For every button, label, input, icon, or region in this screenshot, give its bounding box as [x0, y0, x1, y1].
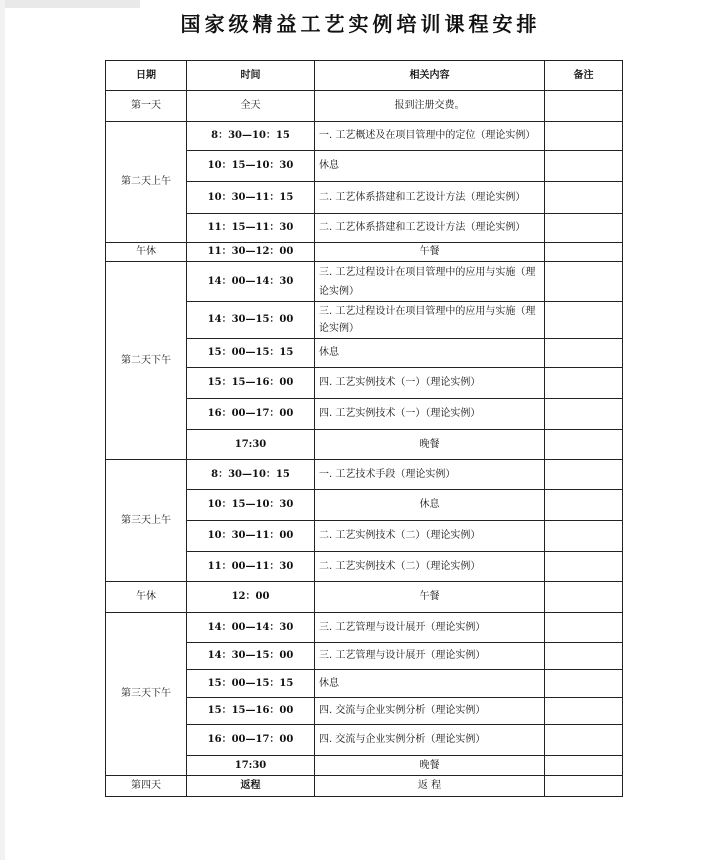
notes-cell: [545, 613, 623, 643]
notes-cell: [545, 643, 623, 670]
notes-cell: [545, 430, 623, 460]
time-cell: 14：00—14：30: [187, 262, 315, 302]
notes-cell: [545, 151, 623, 182]
notes-cell: [545, 243, 623, 262]
content-cell: 休息: [315, 670, 545, 698]
notes-cell: [545, 302, 623, 339]
table-row: [106, 613, 623, 643]
notes-cell: [545, 91, 623, 122]
notes-cell: [545, 339, 623, 368]
time-cell: 10：15—10：30: [187, 151, 315, 182]
header-notes: 备注: [545, 61, 623, 91]
notes-cell: [545, 460, 623, 490]
date-cell: 午休: [106, 582, 187, 613]
notes-cell: [545, 521, 623, 552]
header-time: 时间: [187, 61, 315, 91]
notes-cell: [545, 725, 623, 756]
time-cell: 15：15—16：00: [187, 698, 315, 725]
notes-cell: [545, 776, 623, 797]
time-cell: 12：00: [187, 582, 315, 613]
time-cell: 14：30—15：00: [187, 302, 315, 339]
notes-cell: [545, 182, 623, 214]
time-cell: 14：00—14：30: [187, 613, 315, 643]
table-row: [106, 243, 623, 262]
notes-cell: [545, 670, 623, 698]
content-cell: 三. 工艺过程设计在项目管理中的应用与实施（理论实例）: [315, 262, 545, 302]
content-cell: 三. 工艺管理与设计展开（理论实例）: [315, 643, 545, 670]
notes-cell: [545, 490, 623, 521]
time-cell: 10：15—10：30: [187, 490, 315, 521]
time-cell: 8：30—10：15: [187, 122, 315, 151]
content-cell: 返 程: [315, 776, 545, 797]
notes-cell: [545, 756, 623, 776]
notes-cell: [545, 368, 623, 399]
table-row: [106, 776, 623, 797]
content-cell: 四. 工艺实例技术（一）（理论实例）: [315, 368, 545, 399]
document-page: [5, 0, 716, 860]
time-cell: 11：15—11：30: [187, 214, 315, 243]
content-cell: 二. 工艺体系搭建和工艺设计方法（理论实例）: [315, 182, 545, 214]
notes-cell: [545, 262, 623, 302]
time-cell: 16：00—17：00: [187, 725, 315, 756]
content-cell: 四. 交流与企业实例分析（理论实例）: [315, 698, 545, 725]
date-cell: 第一天: [106, 91, 187, 122]
date-cell: 第四天: [106, 776, 187, 797]
content-cell: 三. 工艺过程设计在项目管理中的应用与实施（理论实例）: [315, 302, 545, 339]
time-cell: 全天: [187, 91, 315, 122]
content-cell: 二. 工艺实例技术（二）（理论实例）: [315, 552, 545, 582]
content-cell: 一. 工艺技术手段（理论实例）: [315, 460, 545, 490]
table-row: [106, 122, 623, 151]
content-cell: 晚餐: [315, 756, 545, 776]
time-cell: 17:30: [187, 430, 315, 460]
header-row: [106, 61, 623, 91]
date-cell: 午休: [106, 243, 187, 262]
notes-cell: [545, 582, 623, 613]
date-cell: 第二天下午: [106, 262, 187, 460]
schedule-table: [105, 60, 623, 797]
content-cell: 一. 工艺概述及在项目管理中的定位（理论实例）: [315, 122, 545, 151]
notes-cell: [545, 214, 623, 243]
time-cell: 16：00—17：00: [187, 399, 315, 430]
table-row: [106, 262, 623, 302]
table-row: [106, 582, 623, 613]
date-cell: 第三天下午: [106, 613, 187, 776]
content-cell: 休息: [315, 339, 545, 368]
time-cell: 10：30—11：15: [187, 182, 315, 214]
time-cell: 17:30: [187, 756, 315, 776]
time-cell: 8：30—10：15: [187, 460, 315, 490]
document-title: 国家级精益工艺实例培训课程安排: [180, 12, 541, 36]
time-cell: 返程: [187, 776, 315, 797]
top-edge-strip: [5, 0, 140, 8]
time-cell: 14：30—15：00: [187, 643, 315, 670]
date-cell: 第三天上午: [106, 460, 187, 582]
time-cell: 11：00—11：30: [187, 552, 315, 582]
header-content: 相关内容: [315, 61, 545, 91]
table-row: [106, 91, 623, 122]
time-cell: 15：00—15：15: [187, 670, 315, 698]
content-cell: 休息: [315, 490, 545, 521]
content-cell: 晚餐: [315, 430, 545, 460]
content-cell: 二. 工艺体系搭建和工艺设计方法（理论实例）: [315, 214, 545, 243]
content-cell: 四. 工艺实例技术（一）（理论实例）: [315, 399, 545, 430]
content-cell: 午餐: [315, 243, 545, 262]
time-cell: 15：00—15：15: [187, 339, 315, 368]
notes-cell: [545, 552, 623, 582]
notes-cell: [545, 698, 623, 725]
content-cell: 午餐: [315, 582, 545, 613]
notes-cell: [545, 399, 623, 430]
content-cell: 二. 工艺实例技术（二）（理论实例）: [315, 521, 545, 552]
time-cell: 10：30—11：00: [187, 521, 315, 552]
header-date: 日期: [106, 61, 187, 91]
time-cell: 15：15—16：00: [187, 368, 315, 399]
content-cell: 三. 工艺管理与设计展开（理论实例）: [315, 613, 545, 643]
content-cell: 报到注册交费。: [315, 91, 545, 122]
content-cell: 休息: [315, 151, 545, 182]
content-cell: 四. 交流与企业实例分析（理论实例）: [315, 725, 545, 756]
table-row: [106, 460, 623, 490]
time-cell: 11：30—12：00: [187, 243, 315, 262]
notes-cell: [545, 122, 623, 151]
date-cell: 第二天上午: [106, 122, 187, 243]
